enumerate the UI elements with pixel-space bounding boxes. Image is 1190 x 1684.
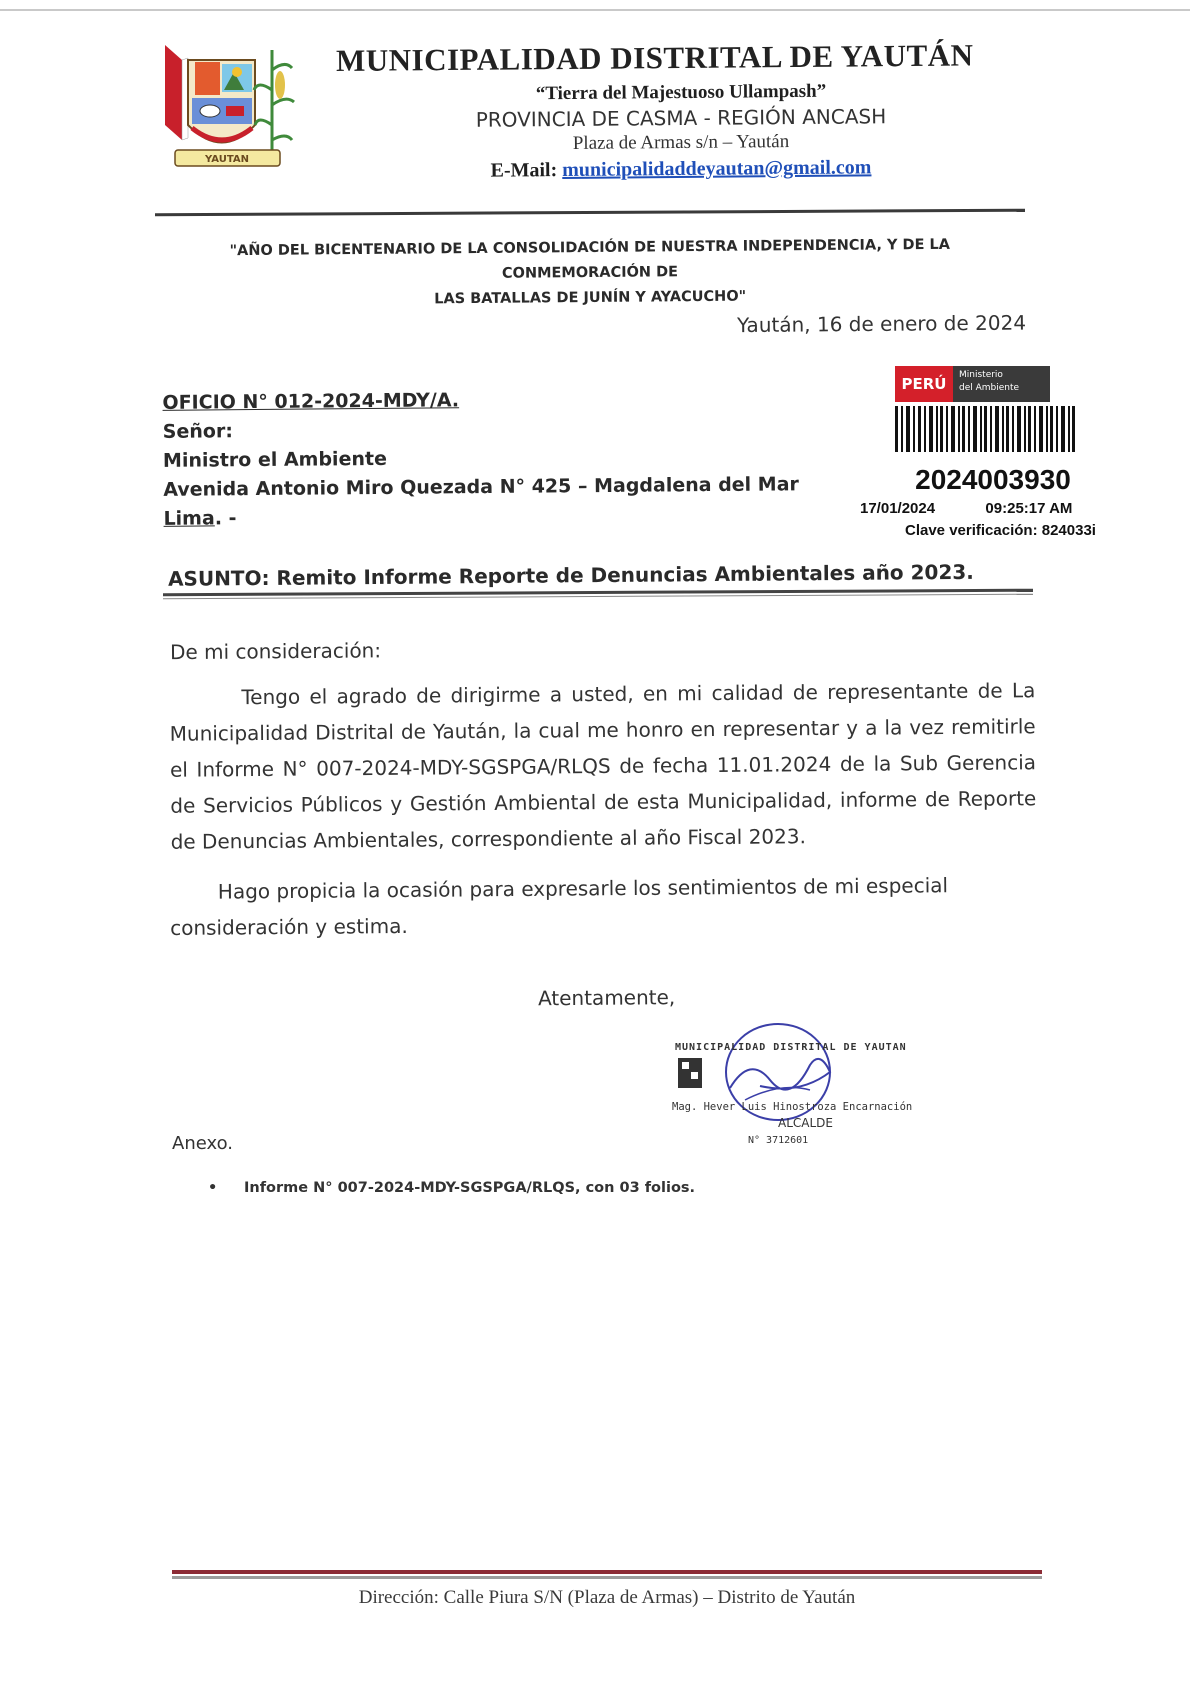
- institution-name: MUNICIPALIDAD DISTRITAL DE YAUTÁN: [335, 37, 974, 79]
- ministry-header: [895, 366, 1050, 402]
- email-link[interactable]: municipalidaddeyautan@gmail.com: [562, 156, 872, 182]
- institution-address: Plaza de Armas s/n – Yaután: [572, 131, 790, 154]
- ministry-line1: Ministerio: [959, 370, 1003, 380]
- province-region: PROVINCIA DE CASMA - REGIÓN ANCASH: [475, 104, 887, 132]
- ministry-name: [959, 369, 1049, 395]
- oficio-number: OFICIO N° 012-2024-MDY/A.: [162, 389, 460, 414]
- signatory-number: N° 3712601: [748, 1135, 809, 1146]
- signature-stamp: [670, 1010, 940, 1160]
- recipient-city: Lima: [163, 507, 215, 530]
- registration-datetime: [860, 500, 1120, 517]
- footer-address: Dirección: Calle Piura S/N (Plaza de Armas) – Distrito de Yaután: [358, 1587, 856, 1608]
- annex-item: [208, 1180, 908, 1196]
- registration-time: 09:25:17 AM: [985, 500, 1073, 517]
- body-paragraph-1: Tengo el agrado de dirigirme a usted, en mi calidad de representante de La Municipalidad Distrital de Yaután, la cual me honro en representar y a la vez remitirle el Informe N° 007-2024-MDY-SGSPGA/RLQS de fecha 11.01.2024 de la Sub Gerencia de Servicios Públicos y Gestión Ambiental de esta Municipalidad, informe de Reporte de Denuncias Ambientales, correspondiente al año Fiscal 2023.: [169, 678, 1037, 854]
- barcode: [895, 406, 1075, 452]
- registration-date: 17/01/2024: [860, 500, 936, 517]
- annex-label: Anexo.: [172, 1133, 233, 1154]
- closing: Atentamente,: [537, 985, 676, 1011]
- email-line: [336, 155, 1026, 184]
- footer-rule-grey: [172, 1576, 1042, 1579]
- signatory-title: ALCALDE: [778, 1116, 833, 1130]
- greeting: De mi consideración:: [169, 638, 382, 665]
- municipal-crest-logo: [160, 40, 305, 175]
- salutation: Señor:: [162, 420, 233, 443]
- subject-line: ASUNTO: Remito Informe Reporte de Denuncias Ambientales año 2023.: [167, 559, 974, 591]
- addressee-block: [162, 383, 813, 534]
- bullet-icon: •: [208, 1180, 218, 1196]
- seal-text: MUNICIPALIDAD DISTRITAL DE YAUTAN: [675, 1042, 907, 1053]
- registration-number: 2024003930: [915, 464, 1071, 495]
- body-paragraph-2: Hago propicia la ocasión para expresarle los sentimientos de mi especial consideración y estima.: [170, 873, 949, 941]
- header-divider: [155, 209, 1025, 217]
- year-motto: [170, 232, 1011, 314]
- recipient-street: Avenida Antonio Miro Quezada N° 425 – Magdalena del Mar: [163, 473, 799, 501]
- institution-motto: “Tierra del Majestuoso Ullampash”: [535, 80, 827, 105]
- scan-edge-line: [0, 9, 1190, 11]
- recipient-city-suffix: . -: [214, 507, 237, 530]
- year-motto-line2: LAS BATALLAS DE JUNÍN Y AYACUCHO": [434, 288, 747, 308]
- year-motto-line1: "AÑO DEL BICENTENARIO DE LA CONSOLIDACIÓN DE NUESTRA INDEPENDENCIA, Y DE LA CONMEMORACIÓN DE: [229, 236, 951, 282]
- recipient: Ministro el Ambiente: [162, 447, 388, 472]
- annex-item-text: Informe N° 007-2024-MDY-SGSPGA/RLQS, con 03 folios.: [244, 1180, 696, 1196]
- crest-banner-text: YAUTAN: [205, 154, 249, 165]
- letter-date: Yaután, 16 de enero de 2024: [736, 310, 1027, 338]
- reception-stamp: [860, 366, 1135, 546]
- country-label: PERÚ: [895, 366, 953, 402]
- email-label: E-Mail:: [490, 159, 558, 182]
- footer-rule-red: [172, 1570, 1042, 1574]
- signatory-name: Mag. Hever Luis Hinostroza Encarnación: [672, 1101, 913, 1113]
- ministry-line2: del Ambiente: [959, 383, 1020, 393]
- verification-key: Clave verificación: 824033i: [905, 522, 1096, 539]
- recipient-city-line: [163, 499, 813, 534]
